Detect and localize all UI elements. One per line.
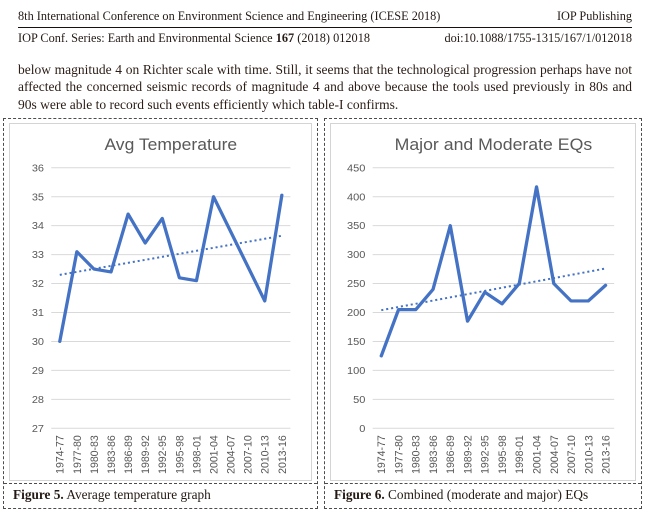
svg-text:1995-98: 1995-98 — [496, 435, 510, 474]
figure-6-caption — [325, 483, 641, 508]
svg-text:250: 250 — [346, 278, 366, 290]
svg-text:200: 200 — [346, 307, 366, 319]
svg-text:1989-92: 1989-92 — [139, 435, 153, 474]
svg-text:29: 29 — [31, 365, 45, 377]
figure-5-box — [3, 118, 318, 509]
svg-text:1995-98: 1995-98 — [174, 435, 187, 474]
svg-text:1998-01: 1998-01 — [191, 435, 204, 474]
figure-5-caption — [4, 483, 317, 508]
avg-temperature-chart — [9, 123, 312, 481]
svg-text:Major and Moderate EQs: Major and Moderate EQs — [394, 134, 593, 154]
svg-text:150: 150 — [346, 336, 366, 348]
svg-text:1980-83: 1980-83 — [88, 435, 101, 474]
svg-text:1983-86: 1983-86 — [427, 435, 441, 474]
major-moderate-eqs-svg — [331, 124, 635, 480]
svg-text:1998-01: 1998-01 — [514, 435, 527, 474]
svg-text:27: 27 — [31, 422, 45, 435]
svg-text:1983-86: 1983-86 — [105, 435, 118, 474]
svg-text:30: 30 — [31, 336, 45, 348]
svg-text:2013-16: 2013-16 — [276, 435, 289, 474]
svg-text:2004-07: 2004-07 — [548, 435, 561, 474]
svg-text:1974-77: 1974-77 — [376, 435, 389, 474]
citation-line — [18, 31, 632, 46]
svg-text:2001-04: 2001-04 — [531, 435, 544, 474]
svg-text:33: 33 — [31, 249, 45, 262]
svg-text:50: 50 — [353, 394, 366, 406]
figure-6-label: Figure 6. — [334, 486, 385, 502]
svg-text:2007-10: 2007-10 — [242, 435, 255, 474]
journal-reference — [18, 31, 370, 46]
svg-text:1974-77: 1974-77 — [54, 435, 67, 474]
journal-volume: 167 — [275, 31, 295, 45]
journal-issue: (2018) 012018 — [294, 31, 370, 45]
body-paragraph: below magnitude 4 on Richter scale with time. Still, it seems that the technological progression perhaps have not affected the concerned seismic records of magnitude 4 and above because the tools used previously in 80s and 90s were able to record such events efficiently which table-I confirms. — [18, 62, 632, 112]
figures-row — [3, 118, 642, 509]
svg-text:2010-13: 2010-13 — [259, 435, 272, 474]
doi-text: doi:10.1088/1755-1315/167/1/012018 — [444, 31, 632, 45]
svg-text:1977-80: 1977-80 — [393, 435, 406, 474]
svg-text:Avg Temperature: Avg Temperature — [104, 134, 238, 154]
major-moderate-eqs-chart — [330, 123, 636, 481]
svg-text:2001-04: 2001-04 — [208, 435, 221, 474]
figure-6-text: Combined (moderate and major) EQs — [384, 486, 589, 502]
svg-text:35: 35 — [31, 191, 45, 204]
svg-text:300: 300 — [346, 249, 366, 262]
svg-text:1992-95: 1992-95 — [479, 435, 492, 474]
journal-series: IOP Conf. Series: Earth and Environmental Science — [18, 31, 273, 45]
svg-text:100: 100 — [346, 365, 366, 377]
svg-text:1986-89: 1986-89 — [445, 435, 458, 474]
svg-text:36: 36 — [31, 162, 45, 175]
conference-title: 8th International Conference on Environment Science and Engineering (ICESE 2018) — [18, 9, 441, 23]
svg-text:400: 400 — [346, 191, 366, 204]
svg-text:2007-10: 2007-10 — [565, 435, 579, 474]
svg-text:1977-80: 1977-80 — [71, 435, 84, 474]
svg-text:1986-89: 1986-89 — [122, 435, 136, 474]
svg-text:0: 0 — [359, 422, 366, 435]
svg-text:450: 450 — [346, 162, 366, 175]
figure-5-text: Average temperature graph — [63, 486, 211, 502]
svg-text:2010-13: 2010-13 — [583, 435, 596, 474]
svg-text:2004-07: 2004-07 — [225, 435, 238, 474]
svg-text:28: 28 — [31, 393, 45, 406]
svg-text:350: 350 — [346, 220, 366, 233]
svg-text:1992-95: 1992-95 — [157, 435, 170, 474]
publisher-name: IOP Publishing — [556, 9, 632, 23]
svg-text:2013-16: 2013-16 — [600, 435, 613, 474]
running-header — [18, 9, 632, 28]
svg-text:1980-83: 1980-83 — [410, 435, 423, 474]
figure-6-box — [324, 118, 642, 509]
svg-text:1989-92: 1989-92 — [462, 435, 475, 474]
svg-text:32: 32 — [31, 278, 45, 290]
figure-5-label: Figure 5. — [13, 486, 64, 502]
svg-text:31: 31 — [31, 307, 45, 319]
svg-text:34: 34 — [31, 220, 45, 233]
avg-temperature-svg — [10, 124, 311, 480]
